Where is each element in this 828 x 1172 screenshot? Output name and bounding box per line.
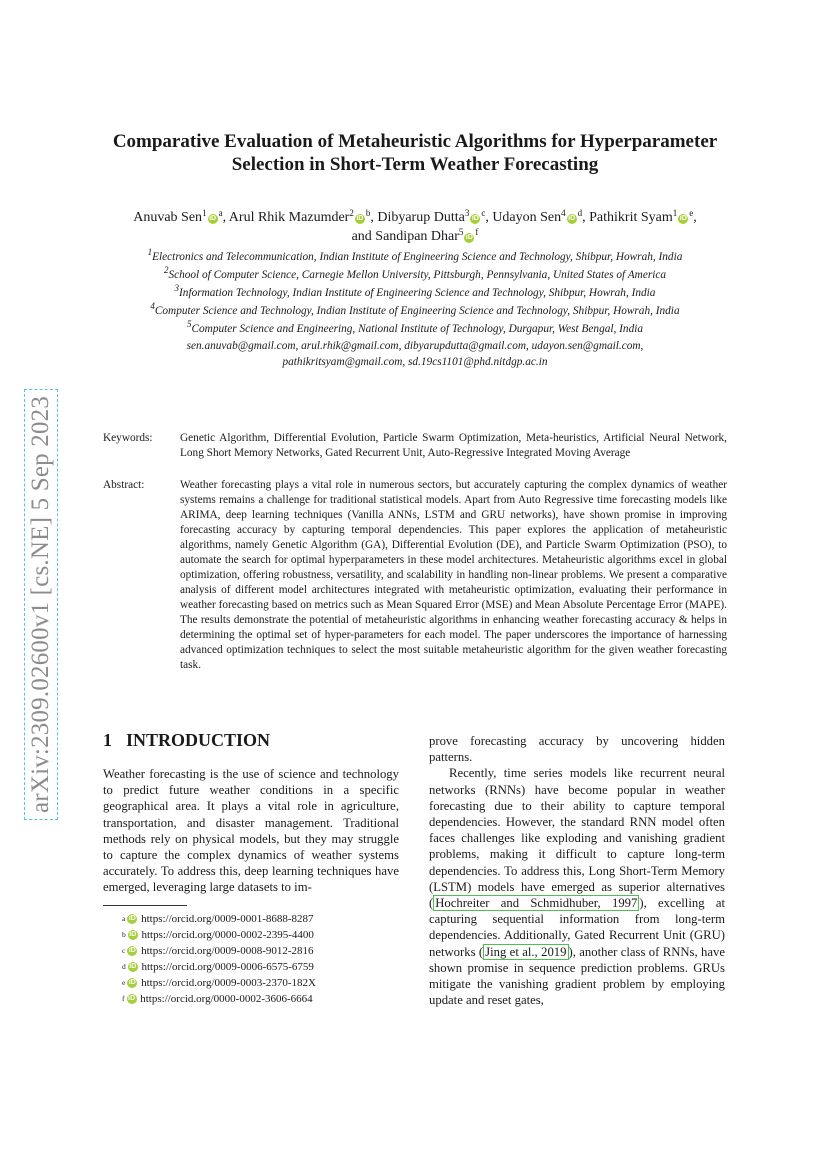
orcid-link[interactable]: https://orcid.org/0009-0001-8688-8287 — [141, 913, 314, 925]
orcid-link[interactable]: https://orcid.org/0000-0002-3606-6664 — [140, 993, 313, 1005]
arxiv-identifier[interactable]: arXiv:2309.02600v1 [cs.NE] 5 Sep 2023 — [24, 389, 58, 820]
footnote: f iD https://orcid.org/0000-0002-3606-6664 — [122, 993, 313, 1005]
orcid-icon[interactable]: iD — [356, 215, 364, 222]
footnote: d iD https://orcid.org/0009-0006-6575-6759 — [122, 961, 314, 973]
orcid-icon[interactable]: iD — [465, 234, 473, 241]
affiliation: $^2$School of Computer Science, Carnegie Mellon University, Pittsburgh, Pennsylvania, United States of America — [163, 265, 667, 281]
abstract-block — [103, 478, 727, 693]
keywords-text: Genetic Algorithm, Differential Evolution, Particle Swarm Optimization, Meta-heuristics, Artificial Neural Network, Long Short Memory Networks, Gated Recurrent Unit, Auto-Regressive Integrated Moving Average — [180, 432, 727, 459]
intro-paragraph: Weather forecasting is the use of science and technology to predict future weather conditions in a specific geographical area. It plays a vital role in agriculture, transportation, and disaster management. Traditional methods rely on physical models, but they may struggle to capture the complex dynamics of weather systems accurately. To address this, deep learning techniques have emerged, leveraging large datasets to im- — [103, 767, 399, 895]
orcid-icon: iD — [128, 915, 136, 922]
footnote: b iD https://orcid.org/0000-0002-2395-4400 — [122, 929, 314, 941]
author: Udayon $Sen^4iD^d$, — [492, 208, 590, 225]
affiliation: $^4$Computer Science and Technology, Indian Institute of Engineering Science and Technology, Shibpur, Howrah, India — [150, 301, 680, 317]
citation-link[interactable]: Jing et al., 2019 — [485, 944, 567, 959]
affiliation: $^3$Information Technology, Indian Institute of Engineering Science and Technology, Shibpur, Howrah, India — [174, 283, 656, 299]
intro-paragraph: Recently, time series models like recurrent neural networks (RNNs) have become popular in weather forecasting due to their ability to capture temporal dependencies. However, the standard RNN model often faces challenges like exploding and vanishing gradient problems, making it difficult to capture long-term dependencies. To address this, Long Short-Term Memory (LSTM) models have emerged as superior alternatives ( Hochreiter and Schmidhuber, 1997 ), excelling at capturing sequential information from long-term dependencies. Additionally, Gated Recurrent Unit (GRU) networks ( Jing et al., 2019 ), another class of RNNs, have shown promise in sequence prediction problems. GRUs mitigate the vanishing gradient problem by employing update and reset gates, — [429, 766, 725, 1008]
abstract-label: Abstract: — [103, 479, 145, 491]
author: and Sandipan $Dhar^5iD^f$ — [351, 227, 479, 244]
orcid-link[interactable]: https://orcid.org/0009-0006-6575-6759 — [141, 961, 314, 973]
orcid-icon: iD — [128, 979, 136, 986]
email-list: pathikritsyam@gmail.com, sd.19cs1101@phd.nitdgp.ac.in — [282, 356, 548, 368]
orcid-icon[interactable]: iD — [568, 215, 576, 222]
footnote-list — [122, 911, 316, 1007]
orcid-icon: iD — [129, 963, 137, 970]
orcid-link[interactable]: https://orcid.org/0009-0003-2370-182X — [141, 977, 316, 989]
footnote-divider — [103, 905, 187, 906]
author: Arul Rhik $Mazumder^2iD^b$, — [228, 208, 378, 225]
affiliation: $^5$Computer Science and Engineering, National Institute of Technology, Durgapur, West Bengal, India — [186, 319, 644, 335]
orcid-icon[interactable]: iD — [471, 215, 479, 222]
orcid-link[interactable]: https://orcid.org/0009-0008-9012-2816 — [141, 945, 314, 957]
affiliation: $^1$Electronics and Telecommunication, Indian Institute of Engineering Science and Technology, Shibpur, Howrah, India — [147, 247, 683, 263]
intro-left-column — [103, 766, 399, 896]
orcid-link[interactable]: https://orcid.org/0000-0002-2395-4400 — [141, 929, 314, 941]
author: Anuvab $Sen^1iD^a$, — [133, 208, 229, 225]
orcid-icon[interactable]: iD — [679, 215, 687, 222]
intro-paragraph: prove forecasting accuracy by uncovering hidden patterns. — [429, 734, 725, 765]
email-list: sen.anuvab@gmail.com, arul.rhik@gmail.com, dibyarupdutta@gmail.com, udayon.sen@gmail.com, — [186, 340, 644, 352]
footnote: a iD https://orcid.org/0009-0001-8688-8287 — [122, 913, 314, 925]
keywords-block — [103, 431, 727, 463]
author: Dibyarup $Dutta^3iD^c$, — [377, 208, 493, 225]
orcid-icon: iD — [129, 931, 137, 938]
affiliation-list — [90, 248, 740, 370]
orcid-icon: iD — [128, 995, 135, 1002]
section-heading: 1 INTRODUCTION — [103, 730, 271, 750]
author: Pathikrit $Syam^1iD^e$, — [589, 208, 697, 225]
author-list — [90, 208, 740, 246]
orcid-icon[interactable]: iD — [209, 215, 217, 222]
citation-link[interactable]: Hochreiter and Schmidhuber, 1997 — [435, 896, 638, 911]
keywords-label: Keywords: — [103, 432, 153, 444]
abstract-text: Weather forecasting plays a vital role in numerous sectors, but accurately capturing the complex dynamics of weather systems remains a challenge for traditional statistical models. Apart from Auto Regressive time forecasting models like ARIMA, deep learning techniques (Vanilla ANNs, LSTM and GRU networks), have shown promise in improving forecasting accuracy by capturing temporal dependencies. This paper explores the application of metaheuristic algorithms, namely Genetic Algorithm (GA), Differential Evolution (DE), and Particle Swarm Optimization (PSO), to automate the search for optimal hyperparameters in these model architectures. Metaheuristic algorithms excel in global optimization, offering robustness, versatility, and scalability in handling non-linear problems. We present a comparative analysis of different model architectures integrated with metaheuristic optimization, evaluating their performance in weather forecasting based on metrics such as Mean Squared Error (MSE) and Mean Absolute Percentage Error (MAPE). The results demonstrate the potential of metaheuristic algorithms in enhancing weather forecasting accuracy & helps in determining the optimal set of hyper-parameters for each model. The paper underscores the importance of harnessing advanced optimization techniques to select the most suitable metaheuristic algorithm for the given weather forecasting task. — [180, 479, 727, 671]
footnote: c iD https://orcid.org/0009-0008-9012-2816 — [122, 945, 314, 957]
footnote: e iD https://orcid.org/0009-0003-2370-182X — [122, 977, 316, 989]
paper-title: Comparative Evaluation of Metaheuristic Algorithms for Hyperparameter Selection in Short-Term Weather Forecasting — [112, 131, 718, 175]
orcid-icon: iD — [128, 947, 136, 954]
intro-right-column — [429, 733, 725, 1008]
